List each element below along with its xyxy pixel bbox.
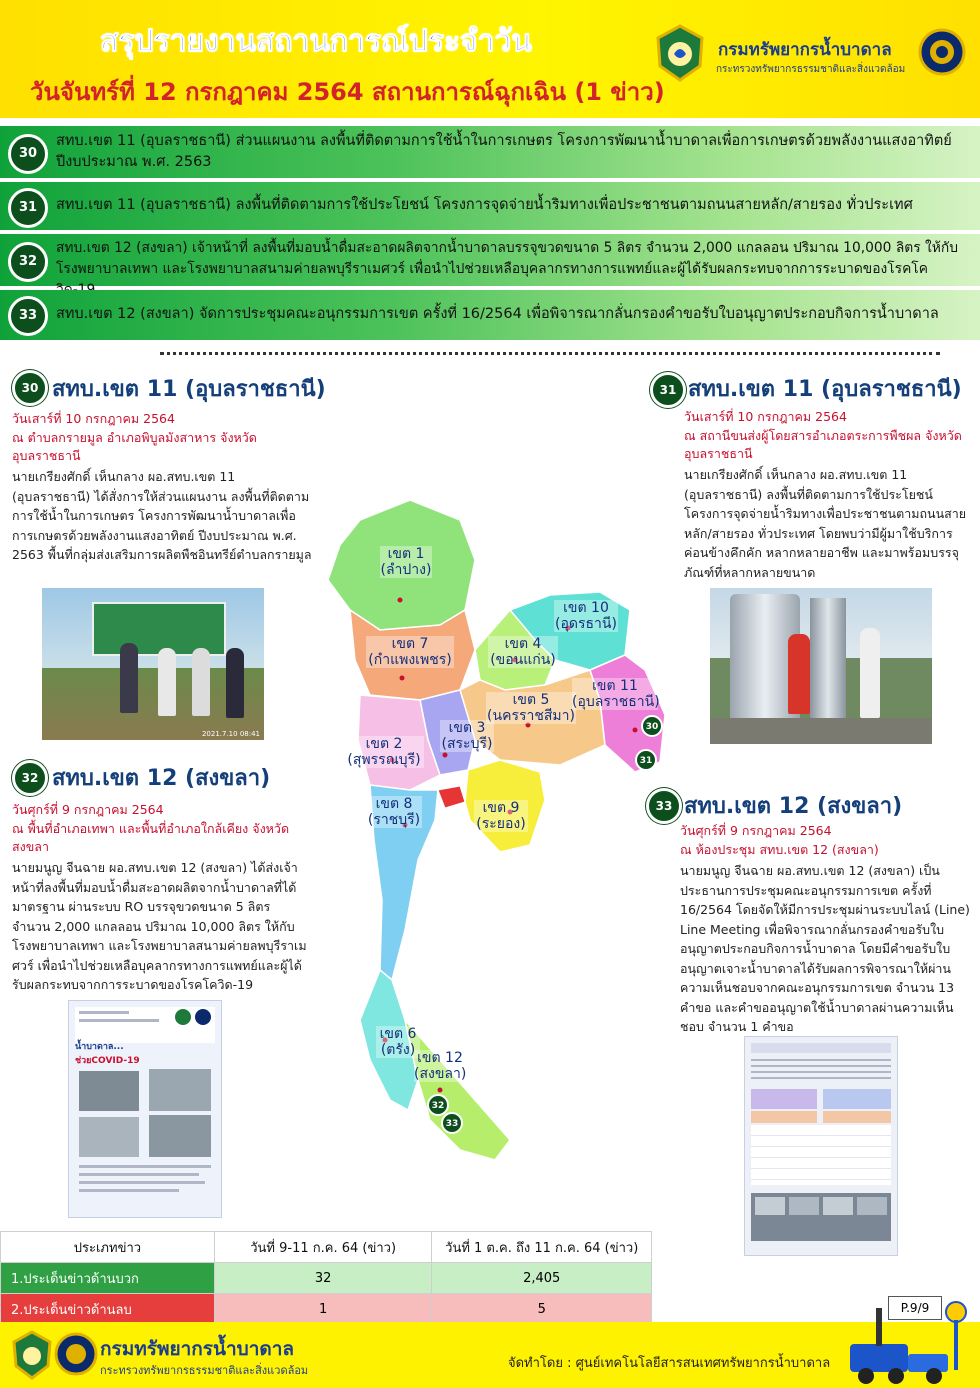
section-place: ณ พื้นที่อำเภอเทพา และพื้นที่อำเภอใกล้เคียง จังหวัดสงขลา [12,821,290,854]
department-emblem-icon [654,24,706,82]
row-value: 5 [432,1294,652,1325]
section-title: สทบ.เขต 12 (สงขลา) [684,794,903,819]
footer-ministry-seal-icon [54,1332,98,1376]
table-row [1,1294,652,1325]
news-text: สทบ.เขต 12 (สงขลา) เจ้าหน้าที่ ลงพื้นที่มอบน้ำดื่มสะอาดผลิตจากน้ำบาดาลบรรจุขวดขนาด 5 ลิตร จำนวน 2,000 แกลลอน ปริมาณ 10,000 ลิตร ให้กับ โรงพยาบาลเทพา และโรงพยาบาลสนามค่ายลพบุรีราเมศวร์ เพื่อนำไปช่วยเหลือบุคลากรทางการแพทย์และผู้ได้รับผลกระทบจากการระบาดของโรคโค [56,240,958,277]
meeting-document-image [744,1036,898,1256]
map-label-region-4: เขต 4 (ขอนแก่น) [488,636,558,668]
map-label-region-9: เขต 9 (ระยอง) [474,800,528,832]
section-date: วันศุกร์ที่ 9 กรกฎาคม 2564 [680,823,832,838]
poster-line-1: น้ำบาดาล... [75,1042,124,1052]
activity-photo-30 [42,588,264,740]
map-label-region-3: เขต 3 (สระบุรี) [441,720,493,752]
ministry-seal-icon [918,28,966,76]
table-header: วันที่ 1 ต.ค. ถึง 11 ก.ค. 64 (ข่าว) [432,1232,652,1263]
page-title: สรุปรายงานสถานการณ์ประจำวัน [100,24,532,59]
map-label-region-1: เขต 1 (ลำปาง) [380,546,432,578]
section-title: สทบ.เขต 12 (สงขลา) [52,766,271,791]
section-body: นายมนูญ จีนฉาย ผอ.สทบ.เขต 12 (สงขลา) ได้ส่งเจ้าหน้าที่ลงพื้นที่มอบน้ำดื่มสะอาดผลิตจากน้ำบาดาลที่ได้มาตรฐาน ผ่านระบบ RO บรรจุขวดขนาด 5 ลิตร จำนวน 2,000 แกลลอน ปริมาณ 10,000 ลิตร ให้กับ โรงพยาบาลเทพา และโรงพยาบาลสนามค่ายลพบุรีราเมศวร์ เพื่อนำไปช่วยเหลือบุคลากรทางการแพทย์และผู้ได้รับผลกระทบจากการระบาดของโรคโควิด-19 [12,860,307,992]
section-title: สทบ.เขต 11 (อุบลราชธานี) [52,377,326,402]
row-value: 1 [214,1294,432,1325]
table-header: วันที่ 9-11 ก.ค. 64 (ข่าว) [214,1232,432,1263]
news-number-badge: 33 [8,296,48,336]
section-divider [160,352,940,355]
footer-department-emblem-icon [10,1330,54,1380]
section-number-badge: 33 [646,788,682,824]
row-label: 2.ประเด็นข่าวด้านลบ [1,1294,215,1325]
section-date: วันเสาร์ที่ 10 กรกฎาคม 2564 [684,409,847,424]
section-place: ณ ห้องประชุม สทบ.เขต 12 (สงขลา) [680,842,879,857]
news-number-badge: 31 [8,188,48,228]
map-label-region-7: เขต 7 (กำแพงเพชร) [366,636,454,668]
map-label-region-6: เขต 6 (ตรัง) [376,1026,420,1058]
svg-text:30: 30 [645,722,659,732]
section-number-badge: 31 [650,372,686,408]
svg-text:33: 33 [445,1119,459,1129]
header-department-subtitle: กระทรวงทรัพยากรธรรมชาติและสิ่งแวดล้อม [716,64,906,75]
covid-poster [68,1000,222,1218]
section-title: สทบ.เขต 11 (อุบลราชธานี) [688,377,962,402]
map-label-region-5: เขต 5 (นครราชสีมา) [487,692,575,724]
section-place: ณ ตำบลกรายมูล อำเภอพิบูลมังสาหาร จังหวัดอุบลราชธานี [12,430,257,463]
map-region-12 [405,1020,510,1160]
row-value: 32 [214,1263,432,1294]
news-number-badge: 30 [8,134,48,174]
map-label-region-10: เขต 10 (อุดรธานี) [555,600,617,632]
map-label-region-8: เขต 8 (ราชบุรี) [367,796,421,828]
news-text: สทบ.เขต 11 (อุบลราชธานี) ส่วนแผนงาน ลงพื้นที่ติดตามการใช้น้ำในการเกษตร โครงการพัฒนาน้ำบาดาลเพื่อการเกษตรด้วยพลังงานแสงอาทิตย์ ปีงบประมาณ พ.ศ. 2563 [56,133,952,170]
row-value: 2,405 [432,1263,652,1294]
activity-photo-31 [710,588,932,744]
footer-department-subtitle: กระทรวงทรัพยากรธรรมชาติและสิ่งแวดล้อม [100,1364,309,1377]
header-department-name: กรมทรัพยากรน้ำบาดาล [718,40,892,60]
news-text: สทบ.เขต 12 (สงขลา) จัดการประชุมคณะอนุกรรมการเขต ครั้งที่ 16/2564 เพื่อพิจารณากลั่นกรองคำขอรับใบอนุญาตประกอบกิจการน้ำบาดาล [56,306,939,322]
section-body: นายมนูญ จีนฉาย ผอ.สทบ.เขต 12 (สงขลา) เป็นประธานการประชุมคณะอนุกรรมการเขต ครั้งที่ 16/2564 โดยจัดให้มีการประชุมผ่านระบบไลน์ (Line) Line Meeting เพื่อพิจารณากลั่นกรองคำขอรับใบอนุญาตประกอบกิจการน้ำบาดาล โดยมีคำขอรับใบอนุญาตเจาะน้ำบาดาลได้รับผลการพิจารณาให้ผ่านความเห็นชอบจากคณะอนุกรรมการเขต จำนวน 13 คำขอ และคำขออนุญาตใช้น้ำบาดาลผ่านความเห็นชอบ จำนวน 1 คำขอ [680,863,970,1034]
svg-text:31: 31 [639,756,653,766]
map-bangkok [438,786,465,808]
page-subtitle: วันจันทร์ที่ 12 กรกฎาคม 2564 สถานการณ์ฉุกเฉิน (1 ข่าว) [30,78,665,106]
section-place: ณ สถานีขนส่งผู้โดยสารอำเภอตระการพืชผล จังหวัดอุบลราชธานี [684,428,962,461]
map-label-region-2: เขต 2 (สุพรรณบุรี) [344,736,424,768]
poster-line-2: ช่วยCOVID-19 [75,1056,140,1066]
footer-producer: จัดทำโดย : ศูนย์เทคโนโลยีสารสนเทศทรัพยากรน้ำบาดาล [508,1356,831,1371]
section-number-badge: 30 [12,370,48,406]
poster-emblems-icon [173,1007,213,1027]
news-number-badge: 32 [8,242,48,282]
section-date: วันเสาร์ที่ 10 กรกฎาคม 2564 [12,411,175,426]
footer-department-name: กรมทรัพยากรน้ำบาดาล [100,1338,295,1360]
section-date: วันศุกร์ที่ 9 กรกฎาคม 2564 [12,802,164,817]
row-label: 1.ประเด็นข่าวด้านบวก [1,1263,215,1294]
news-text: สทบ.เขต 11 (อุบลราชธานี) ลงพื้นที่ติดตามการใช้ประโยชน์ โครงการจุดจ่ายน้ำริมทางเพื่อประชาชนตามถนนสายหลัก/สายรอง ทั่วประเทศ [56,197,913,213]
news-stats-table [0,1231,652,1325]
table-header: ประเภทข่าว [1,1232,215,1263]
thailand-region-map [300,500,690,1168]
section-number-badge: 32 [12,760,48,796]
svg-text:32: 32 [431,1101,445,1111]
drilling-truck-icon [846,1300,976,1386]
photo-timestamp: 2021.7.10 08:41 [201,730,260,738]
map-label-region-11: เขต 11 (อุบลราชธานี) [572,678,660,710]
page-number: P.9/9 [888,1296,942,1320]
section-body: นายเกรียงศักดิ์ เห็นกลาง ผอ.สทบ.เขต 11 (อุบลราชธานี) ลงพื้นที่ติดตามการใช้ประโยชน์ โครงการจุดจ่ายน้ำริมทางเพื่อประชาชนตามถนนสายหลัก/สายรอง ทั่วประเทศ โดยพบว่ามีผู้มาใช้บริการค่อนข้างคึกคัก หลากหลายอาชีพ และมาพร้อมบรรจุภัณฑ์ที่หลากหลายขนาด [684,467,967,580]
section-body: นายเกรียงศักดิ์ เห็นกลาง ผอ.สทบ.เขต 11 (อุบลราชธานี) ได้สั่งการให้ส่วนแผนงาน ลงพื้นที่ติดตามการใช้น้ำในการเกษตร โครงการพัฒนาน้ำบาดาลเพื่อการเกษตรด้วยพลังงานแสงอาทิตย์ ปีงบประมาณ พ.ศ. 2563 พื้นที่กลุ่มส่งเสริมการผลิตพืชอินทรีย์ตำบลกรายมูล [12,469,312,562]
map-label-region-12: เขต 12 (สงขลา) [414,1050,467,1082]
table-row [1,1263,652,1294]
